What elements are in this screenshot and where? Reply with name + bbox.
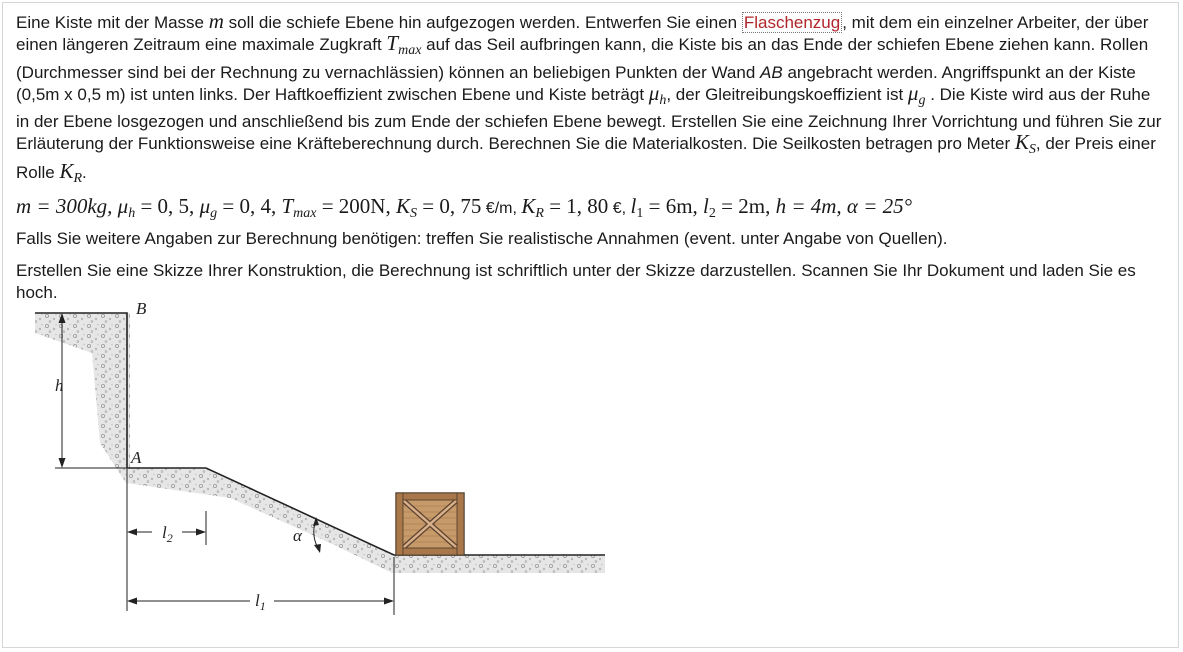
- crate: [396, 493, 464, 555]
- math-symbol: μ: [648, 80, 660, 105]
- math-tmax: [386, 31, 422, 59]
- text-segment: .: [82, 162, 87, 182]
- given-values: [16, 191, 1166, 221]
- given-value: = 200N,: [316, 194, 396, 219]
- label-b: B: [136, 299, 147, 318]
- math-symbol: K: [1014, 130, 1029, 155]
- label-alpha: α: [293, 526, 302, 545]
- text-segment: , der Preis einer Rolle: [16, 134, 1156, 182]
- inclined-plane-figure: [30, 293, 610, 623]
- given-alpha: α = 25°: [846, 194, 913, 219]
- given-tmax: T: [281, 194, 294, 219]
- h-arrow-bottom: [59, 458, 66, 468]
- wall-ab-label: AB: [760, 62, 783, 82]
- given-h: h = 4m,: [775, 194, 847, 219]
- text-segment: auf das Seil aufbringen kann, die Kiste bis an das Ende der schiefen Ebene ziehen kann. Rollen (Durchmesser sind bei der Rechnung zu vernachlässien) können an beliebigen Punkten der Wand: [16, 35, 1149, 82]
- math-subscript: max: [398, 43, 422, 59]
- given-muh: μ: [117, 194, 129, 219]
- math-subscript: h: [128, 206, 136, 222]
- text-segment: , mit dem ein einzelner Arbeiter, der über einen längeren Zeitraum eine maximale Zugkraft: [16, 13, 1149, 55]
- math-subscript: max: [293, 206, 317, 222]
- math-subscript: R: [535, 206, 544, 222]
- given-ks: K: [395, 194, 410, 219]
- text-segment: soll die schiefe Ebene hin aufgezogen werden. Entwerfen Sie einen: [223, 13, 742, 32]
- text-segment: angebracht werden. Angriffspunkt an der Kiste (0,5m x 0,5 m) ist unten links. Der Haftkoeffizient zwischen Ebene und Kiste beträgt: [16, 62, 1136, 104]
- math-m: m: [208, 9, 224, 33]
- given-mug: μ: [199, 194, 211, 219]
- l1-arrow-left: [127, 598, 137, 605]
- math-subscript: h: [659, 92, 667, 108]
- task-content: [16, 11, 1166, 303]
- math-symbol: K: [59, 158, 74, 183]
- given-value: = 1, 80: [543, 194, 609, 219]
- math-symbol: μ: [907, 80, 919, 105]
- given-value: = 0, 75: [417, 194, 482, 219]
- label-a: A: [131, 448, 142, 467]
- l2-arrow-left: [127, 529, 137, 536]
- hint-paragraph: Falls Sie weitere Angaben zur Berechnung benötigen: treffen Sie realistische Annahmen (event. unter Angabe von Quellen).: [16, 229, 948, 249]
- math-subscript: 2: [708, 206, 716, 222]
- given-value: = 2m,: [715, 194, 776, 219]
- given-l1: l: [630, 194, 637, 219]
- math-ks: [1014, 130, 1036, 158]
- math-subscript: g: [918, 92, 926, 108]
- text-segment: , der Gleitreibungskoeffizient ist: [666, 84, 908, 104]
- flaschenzug-link[interactable]: Flaschenzug: [743, 13, 841, 32]
- math-kr: [59, 158, 83, 186]
- alpha-arrow-bottom: [314, 544, 321, 553]
- math-subscript: S: [410, 206, 417, 222]
- text-segment: . Die Kiste wird aus der Ruhe in der Ebene losgezogen und anschließend bis zum Ende der schiefen Ebene bewegt. Erstellen Sie eine Zeichnung Ihrer Vorrichtung und führen Sie zur Erläuterung der Funktionsweise eine Kräfteberechnung durch. Berechnen Sie die Materialkosten. Die Seilkosten betragen pro Meter: [16, 84, 1162, 154]
- label-l2: $l_2$: [162, 523, 173, 545]
- math-subscript: 1: [636, 206, 644, 222]
- math-subscript: R: [73, 170, 83, 186]
- given-l2: l: [703, 194, 709, 219]
- given-unit: €,: [608, 200, 631, 218]
- l2-arrow-right: [196, 529, 206, 536]
- math-symbol: T: [386, 31, 399, 56]
- label-h: h: [55, 376, 64, 395]
- given-value: = 6m,: [643, 194, 704, 219]
- problem-text: [16, 11, 1166, 189]
- math-subscript: S: [1028, 142, 1036, 158]
- l1-arrow-right: [384, 598, 394, 605]
- math-mug: [907, 80, 926, 108]
- given-unit: €/m,: [481, 200, 522, 218]
- given-value: = 0, 5,: [135, 194, 200, 219]
- given-value: = 0, 4,: [217, 194, 282, 219]
- text-segment: Eine Kiste mit der Masse: [16, 13, 209, 32]
- label-l1: $l_1$: [255, 591, 266, 613]
- figure-svg: [30, 293, 610, 623]
- math-subscript: g: [210, 206, 218, 222]
- given-kr: K: [521, 194, 536, 219]
- gravel-texture: [35, 313, 605, 573]
- math-muh: [648, 80, 667, 108]
- given-m: m = 300kg,: [16, 194, 118, 219]
- instruction-paragraph: Erstellen Sie eine Skizze Ihrer Konstruktion, die Berechnung ist schriftlich unter der Skizze darzustellen. Scannen Sie Ihr Dokument und laden Sie es hoch.: [16, 261, 1136, 302]
